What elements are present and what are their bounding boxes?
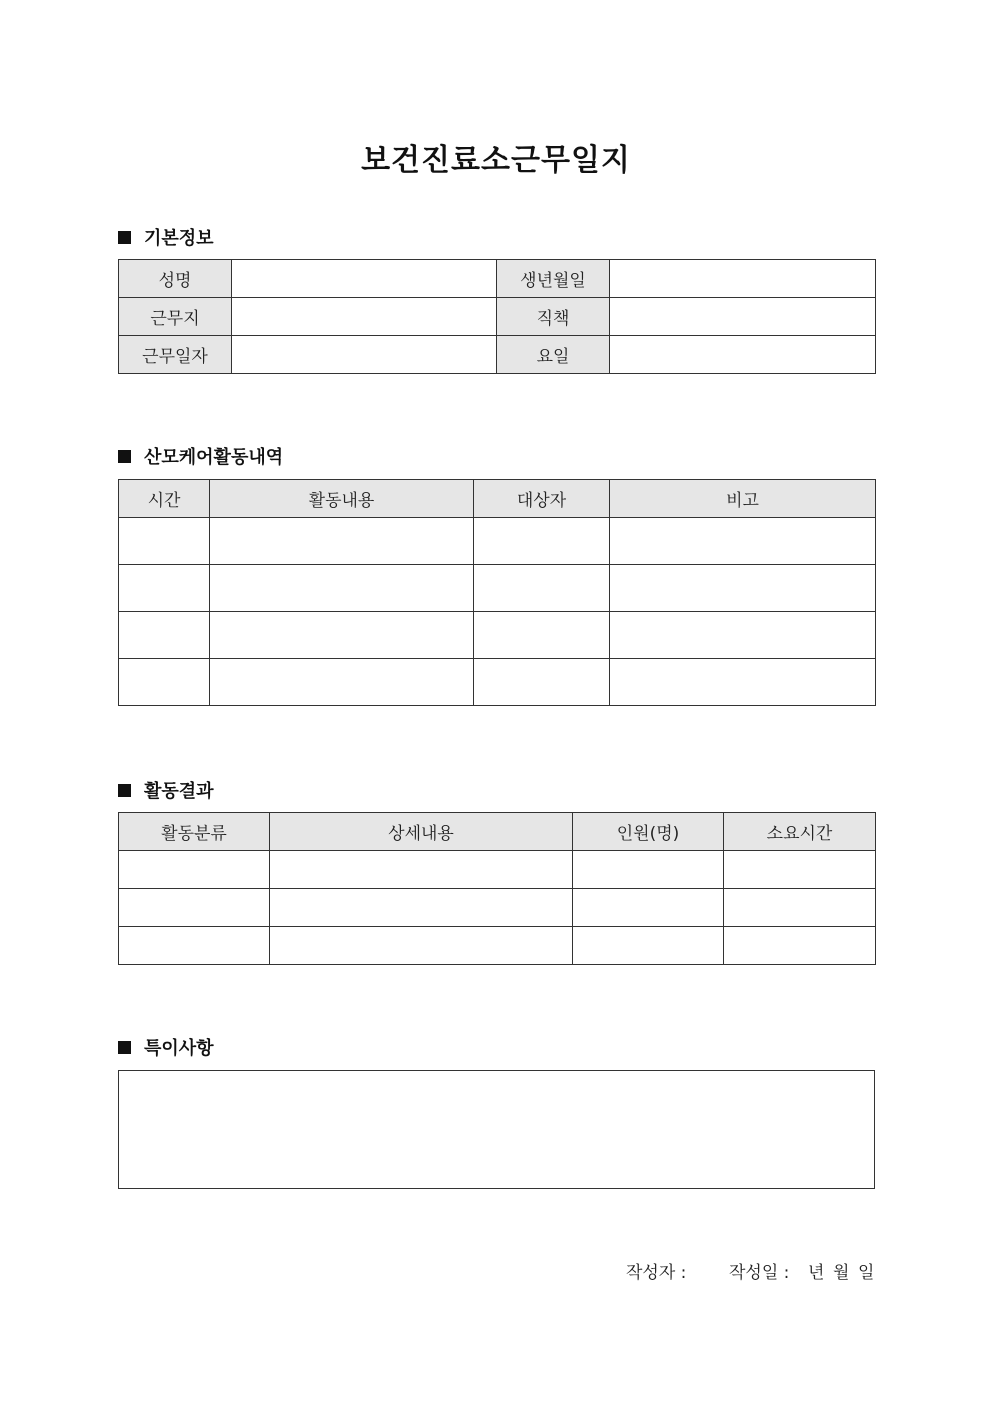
remarks-cell[interactable] — [610, 518, 876, 565]
remarks-cell[interactable] — [610, 565, 876, 612]
time-cell[interactable] — [119, 518, 210, 565]
table-row — [119, 889, 876, 927]
subject-cell[interactable] — [474, 565, 610, 612]
section-heading-care-activities — [118, 443, 283, 469]
headcount-cell[interactable] — [573, 927, 724, 965]
square-bullet-icon — [118, 784, 131, 797]
details-cell[interactable] — [270, 927, 573, 965]
date-label: 작성일 : — [729, 1263, 790, 1283]
column-header-subject: 대상자 — [474, 480, 610, 518]
name-label: 성명 — [119, 260, 232, 298]
work-date-field[interactable] — [232, 336, 497, 374]
square-bullet-icon — [118, 231, 131, 244]
duration-cell[interactable] — [724, 889, 876, 927]
author-label: 작성자 : — [626, 1263, 687, 1283]
remarks-cell[interactable] — [610, 612, 876, 659]
details-cell[interactable] — [270, 889, 573, 927]
section-heading-activity-results — [118, 777, 214, 803]
notes-textarea[interactable] — [118, 1070, 875, 1189]
category-cell[interactable] — [119, 889, 270, 927]
column-header-headcount: 인원(명) — [573, 813, 724, 851]
remarks-cell[interactable] — [610, 659, 876, 706]
square-bullet-icon — [118, 450, 131, 463]
table-row — [119, 298, 876, 336]
activity-cell[interactable] — [210, 659, 474, 706]
column-header-details: 상세내용 — [270, 813, 573, 851]
headcount-cell[interactable] — [573, 889, 724, 927]
document-title: 보건진료소근무일지 — [361, 143, 631, 178]
activity-results-table — [118, 812, 876, 965]
category-cell[interactable] — [119, 851, 270, 889]
workplace-label: 근무지 — [119, 298, 232, 336]
column-header-category: 활동분류 — [119, 813, 270, 851]
table-row — [119, 851, 876, 889]
day-label: 일 — [858, 1263, 875, 1283]
birthdate-field[interactable] — [610, 260, 876, 298]
activity-cell[interactable] — [210, 565, 474, 612]
year-label: 년 — [808, 1263, 825, 1283]
section-title: 산모케어활동내역 — [144, 447, 284, 468]
work-date-label: 근무일자 — [119, 336, 232, 374]
weekday-label: 요일 — [497, 336, 610, 374]
section-title: 활동결과 — [144, 781, 214, 802]
table-row — [119, 659, 876, 706]
time-cell[interactable] — [119, 565, 210, 612]
subject-cell[interactable] — [474, 518, 610, 565]
headcount-cell[interactable] — [573, 851, 724, 889]
column-header-duration: 소요시간 — [724, 813, 876, 851]
workplace-field[interactable] — [232, 298, 497, 336]
section-heading-notes — [118, 1034, 214, 1060]
duration-cell[interactable] — [724, 851, 876, 889]
column-header-remarks: 비고 — [610, 480, 876, 518]
position-field[interactable] — [610, 298, 876, 336]
section-title: 기본정보 — [144, 228, 214, 249]
time-cell[interactable] — [119, 659, 210, 706]
duration-cell[interactable] — [724, 927, 876, 965]
square-bullet-icon — [118, 1041, 131, 1054]
activity-cell[interactable] — [210, 518, 474, 565]
section-title: 특이사항 — [144, 1038, 214, 1059]
table-row — [119, 260, 876, 298]
subject-cell[interactable] — [474, 659, 610, 706]
section-heading-basic-info — [118, 224, 214, 250]
month-label: 월 — [833, 1263, 850, 1283]
name-field[interactable] — [232, 260, 497, 298]
details-cell[interactable] — [270, 851, 573, 889]
table-row — [119, 612, 876, 659]
table-row — [119, 336, 876, 374]
position-label: 직책 — [497, 298, 610, 336]
table-row — [119, 565, 876, 612]
care-activities-table — [118, 479, 876, 706]
table-row — [119, 927, 876, 965]
column-header-time: 시간 — [119, 480, 210, 518]
weekday-field[interactable] — [610, 336, 876, 374]
subject-cell[interactable] — [474, 612, 610, 659]
table-header-row — [119, 480, 876, 518]
time-cell[interactable] — [119, 612, 210, 659]
table-row — [119, 518, 876, 565]
category-cell[interactable] — [119, 927, 270, 965]
activity-cell[interactable] — [210, 612, 474, 659]
birthdate-label: 생년월일 — [497, 260, 610, 298]
table-header-row — [119, 813, 876, 851]
column-header-activity: 활동내용 — [210, 480, 474, 518]
basic-info-table — [118, 259, 876, 374]
